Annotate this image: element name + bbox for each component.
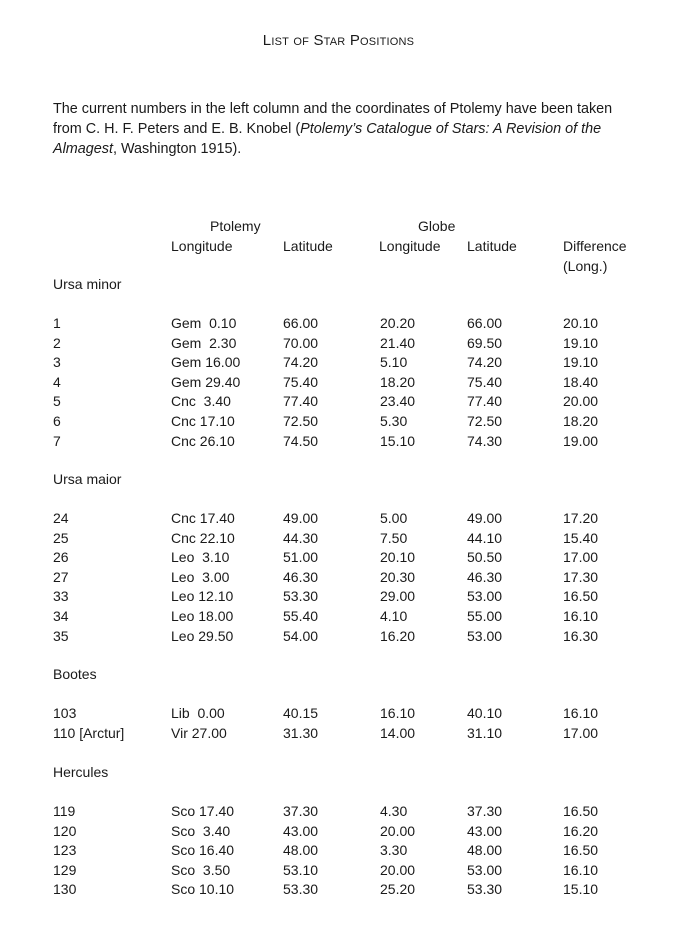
- table-row: [0, 374, 677, 394]
- table-row: [0, 608, 677, 628]
- globe-longitude: 25.20: [380, 881, 416, 898]
- globe-latitude: 74.20: [467, 354, 503, 371]
- section-heading: Hercules: [53, 764, 109, 780]
- globe-longitude: 20.00: [380, 861, 416, 878]
- table-row: [0, 588, 677, 608]
- globe-latitude: 77.40: [467, 393, 503, 410]
- globe-latitude: 31.10: [467, 724, 503, 741]
- difference-longitude: 17.00: [563, 724, 599, 741]
- star-number: 1: [53, 315, 61, 331]
- star-number: 3: [53, 354, 61, 371]
- ptolemy-latitude: 53.10: [283, 861, 319, 878]
- ptolemy-latitude: 40.15: [283, 705, 319, 721]
- difference-longitude: 16.50: [563, 842, 599, 859]
- difference-longitude: 18.40: [563, 373, 599, 390]
- star-number: 130: [53, 881, 77, 898]
- globe-longitude: 4.30: [380, 803, 408, 819]
- table-row: [0, 315, 677, 335]
- difference-longitude: 17.20: [563, 510, 599, 526]
- difference-longitude: 16.10: [563, 705, 599, 721]
- section-heading: Bootes: [53, 666, 97, 682]
- ptolemy-latitude: 48.00: [283, 842, 319, 859]
- globe-latitude: 53.00: [467, 861, 503, 878]
- globe-longitude: 29.00: [380, 588, 416, 605]
- intro-paragraph: [53, 99, 643, 159]
- ptolemy-longitude: Gem 29.40: [171, 373, 241, 390]
- ptolemy-latitude: 54.00: [283, 627, 319, 644]
- section-heading: Ursa minor: [53, 276, 122, 292]
- ptolemy-longitude: Cnc 17.40: [171, 510, 235, 526]
- ptolemy-longitude: Leo 29.50: [171, 627, 234, 644]
- globe-latitude: 74.30: [467, 432, 503, 449]
- table-row: [0, 510, 677, 530]
- globe-latitude: 44.10: [467, 529, 503, 546]
- globe-longitude: 4.10: [380, 608, 408, 624]
- header-globe-latitude: Latitude: [467, 238, 517, 254]
- star-number: 4: [53, 373, 61, 390]
- globe-latitude: 55.00: [467, 608, 503, 624]
- difference-longitude: 16.50: [563, 803, 599, 819]
- difference-longitude: 16.10: [563, 608, 599, 624]
- ptolemy-latitude: 49.00: [283, 510, 319, 526]
- globe-longitude: 20.10: [380, 549, 416, 566]
- table-row: [0, 705, 677, 725]
- difference-longitude: 19.10: [563, 334, 599, 351]
- globe-longitude: 20.00: [380, 822, 416, 839]
- ptolemy-longitude: Sco 10.10: [171, 881, 235, 898]
- globe-longitude: 20.20: [380, 315, 416, 331]
- star-number: 26: [53, 549, 69, 566]
- globe-latitude: 53.30: [467, 881, 503, 898]
- table-row: [0, 335, 677, 355]
- globe-longitude: 14.00: [380, 724, 416, 741]
- star-number: 27: [53, 568, 69, 585]
- intro-book-title: Ptolemy’s Catalogue of Stars: A Revision of the Almagest: [53, 121, 602, 157]
- star-number: 120: [53, 822, 77, 839]
- table-row: [0, 530, 677, 550]
- globe-longitude: 5.00: [380, 510, 408, 526]
- star-number: 7: [53, 432, 61, 449]
- ptolemy-longitude: Gem 0.10: [171, 315, 237, 331]
- ptolemy-longitude: Cnc 22.10: [171, 529, 235, 546]
- globe-latitude: 53.00: [467, 627, 503, 644]
- ptolemy-longitude: Sco 3.50: [171, 861, 231, 878]
- ptolemy-longitude: Leo 18.00: [171, 608, 234, 624]
- table-row: [0, 393, 677, 413]
- star-number: 103: [53, 705, 77, 721]
- ptolemy-latitude: 44.30: [283, 529, 319, 546]
- globe-longitude: 16.20: [380, 627, 416, 644]
- difference-longitude: 16.50: [563, 588, 599, 605]
- ptolemy-longitude: Cnc 26.10: [171, 432, 235, 449]
- star-number: 129: [53, 861, 77, 878]
- star-number: 6: [53, 413, 61, 429]
- header-difference: Difference: [563, 238, 627, 254]
- ptolemy-latitude: 74.20: [283, 354, 319, 371]
- difference-longitude: 17.00: [563, 549, 599, 566]
- star-number: 110 [Arctur]: [53, 724, 125, 741]
- globe-longitude: 15.10: [380, 432, 416, 449]
- difference-longitude: 16.10: [563, 861, 599, 878]
- difference-longitude: 20.00: [563, 393, 599, 410]
- header-ptolemy-latitude: Latitude: [283, 238, 333, 254]
- ptolemy-longitude: Sco 3.40: [171, 822, 231, 839]
- intro-text-end: , Washington 1915).: [113, 141, 242, 157]
- difference-longitude: 19.10: [563, 354, 599, 371]
- ptolemy-longitude: Leo 3.00: [171, 568, 230, 585]
- star-number: 34: [53, 608, 69, 624]
- ptolemy-latitude: 37.30: [283, 803, 319, 819]
- difference-longitude: 19.00: [563, 432, 599, 449]
- globe-longitude: 5.30: [380, 413, 408, 429]
- globe-longitude: 16.10: [380, 705, 416, 721]
- ptolemy-longitude: Cnc 17.10: [171, 413, 235, 429]
- difference-longitude: 15.10: [563, 881, 599, 898]
- ptolemy-longitude: Gem 16.00: [171, 354, 241, 371]
- table-row: [0, 628, 677, 648]
- table-row: [0, 823, 677, 843]
- difference-longitude: 17.30: [563, 568, 599, 585]
- ptolemy-latitude: 75.40: [283, 373, 319, 390]
- table-row: [0, 569, 677, 589]
- section-heading: Ursa maior: [53, 471, 122, 487]
- ptolemy-longitude: Sco 17.40: [171, 803, 235, 819]
- ptolemy-latitude: 53.30: [283, 881, 319, 898]
- globe-latitude: 50.50: [467, 549, 503, 566]
- globe-longitude: 21.40: [380, 334, 416, 351]
- page-title: List of Star Positions: [262, 32, 415, 49]
- ptolemy-latitude: 70.00: [283, 334, 319, 351]
- difference-longitude: 20.10: [563, 315, 599, 331]
- star-number: 25: [53, 529, 69, 546]
- ptolemy-longitude: Cnc 3.40: [171, 393, 231, 410]
- star-number: 33: [53, 588, 69, 605]
- ptolemy-latitude: 77.40: [283, 393, 319, 410]
- table-row: [0, 413, 677, 433]
- difference-longitude: 16.20: [563, 822, 599, 839]
- ptolemy-latitude: 53.30: [283, 588, 319, 605]
- globe-longitude: 7.50: [380, 529, 408, 546]
- intro-text: The current numbers in the left column and the coordinates of Ptolemy have been taken from C. H. F. Peters and E. B. Knobel (: [53, 101, 613, 137]
- ptolemy-latitude: 51.00: [283, 549, 319, 566]
- table-row: [0, 433, 677, 453]
- table-row: [0, 354, 677, 374]
- star-number: 119: [53, 803, 76, 819]
- star-number: 5: [53, 393, 61, 410]
- ptolemy-longitude: Sco 16.40: [171, 842, 235, 859]
- globe-latitude: 43.00: [467, 822, 503, 839]
- header-difference-sub: (Long.): [563, 258, 608, 274]
- ptolemy-latitude: 72.50: [283, 413, 319, 429]
- globe-longitude: 20.30: [380, 568, 416, 585]
- table-row: [0, 549, 677, 569]
- table-row: [0, 862, 677, 882]
- header-ptolemy: Ptolemy: [210, 218, 261, 234]
- globe-latitude: 66.00: [467, 315, 503, 331]
- globe-latitude: 40.10: [467, 705, 503, 721]
- star-number: 35: [53, 627, 69, 644]
- ptolemy-latitude: 55.40: [283, 608, 319, 624]
- difference-longitude: 16.30: [563, 627, 599, 644]
- ptolemy-longitude: Vir 27.00: [171, 724, 227, 741]
- difference-longitude: 15.40: [563, 529, 599, 546]
- header-ptolemy-longitude: Longitude: [171, 238, 233, 254]
- ptolemy-longitude: Leo 12.10: [171, 588, 234, 605]
- ptolemy-longitude: Leo 3.10: [171, 549, 230, 566]
- globe-latitude: 72.50: [467, 413, 503, 429]
- difference-longitude: 18.20: [563, 413, 599, 429]
- ptolemy-longitude: Lib 0.00: [171, 705, 225, 721]
- ptolemy-latitude: 66.00: [283, 315, 319, 331]
- globe-longitude: 3.30: [380, 842, 408, 859]
- ptolemy-longitude: Gem 2.30: [171, 334, 237, 351]
- globe-longitude: 5.10: [380, 354, 408, 371]
- table-row: [0, 725, 677, 745]
- star-number: 2: [53, 334, 61, 351]
- globe-latitude: 48.00: [467, 842, 503, 859]
- table-row: [0, 881, 677, 901]
- star-number: 24: [53, 510, 69, 526]
- globe-latitude: 53.00: [467, 588, 503, 605]
- globe-latitude: 46.30: [467, 568, 503, 585]
- ptolemy-latitude: 31.30: [283, 724, 319, 741]
- table-row: [0, 842, 677, 862]
- globe-latitude: 75.40: [467, 373, 503, 390]
- globe-longitude: 23.40: [380, 393, 416, 410]
- header-globe-longitude: Longitude: [379, 238, 441, 254]
- ptolemy-latitude: 43.00: [283, 822, 319, 839]
- globe-latitude: 37.30: [467, 803, 503, 819]
- ptolemy-latitude: 46.30: [283, 568, 319, 585]
- globe-longitude: 18.20: [380, 373, 416, 390]
- star-number: 123: [53, 842, 77, 859]
- ptolemy-latitude: 74.50: [283, 432, 319, 449]
- header-globe: Globe: [418, 218, 456, 234]
- table-row: [0, 803, 677, 823]
- globe-latitude: 69.50: [467, 334, 503, 351]
- globe-latitude: 49.00: [467, 510, 503, 526]
